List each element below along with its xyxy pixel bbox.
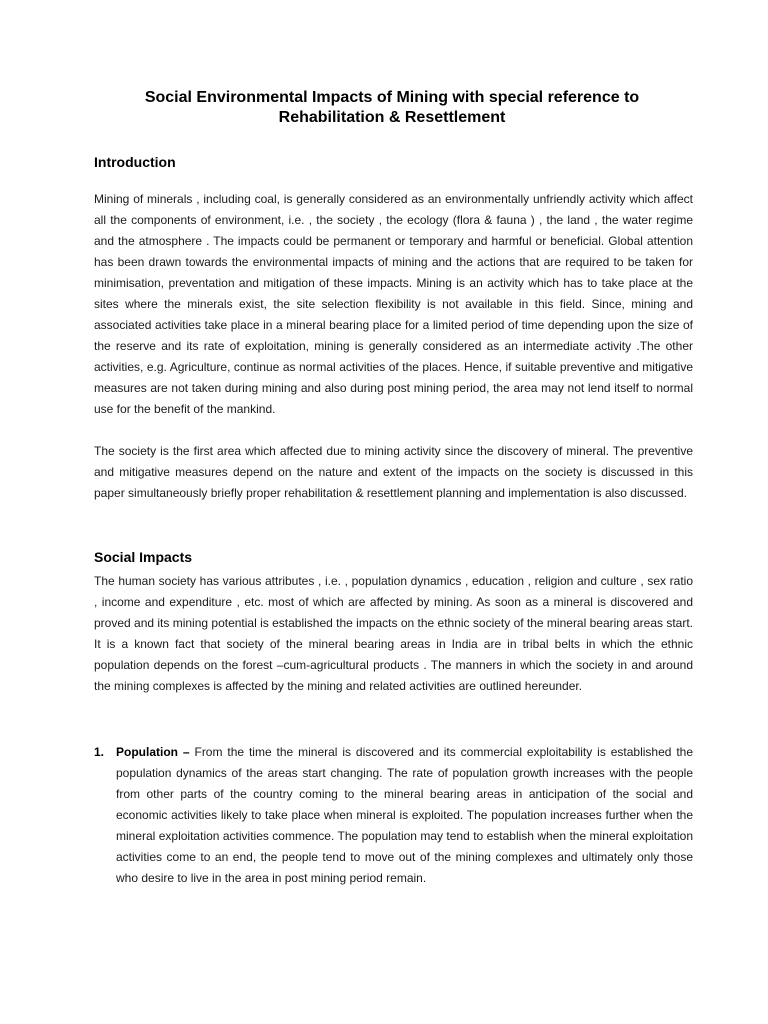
- introduction-paragraph-1: Mining of minerals , including coal, is generally considered as an environmentally unfriendly activity which affect all the components of environment, i.e. , the society , the ecology (flora & fauna ) , the land , the water regime and the atmosphere . The impacts could be permanent or temporary and harmful or beneficial. Global attention has been drawn towards the environmental impacts of mining and the actions that are required to be taken for minimisation, preventation and mitigation of these impacts. Mining is an activity which has to take place at the sites where the minerals exist, the site selection flexibility is not available in this field. Since, mining and associated activities take place in a mineral bearing place for a limited period of time depending upon the size of the reserve and its rate of exploitation, mining is generally considered as an intermediate activity .The other activities, e.g. Agriculture, continue as normal activities of the places. Hence, if suitable preventive and mitigative measures are not taken during mining and also during post mining period, the area may not lend itself to normal use for the benefit of the mankind.: [94, 192, 693, 416]
- document-title-line-1: Social Environmental Impacts of Mining with special reference to: [144, 89, 640, 106]
- social-impacts-heading: Social Impacts: [94, 549, 193, 565]
- list-item-term: Population: [116, 745, 178, 759]
- list-item-separator: –: [178, 745, 195, 759]
- social-impacts-paragraph: The human society has various attributes , i.e. , population dynamics , education , religion and culture , sex ratio , income and expenditure , etc. most of which are affected by mining. As soon as a mineral is discovered and proved and its mining potential is established the impacts on the ethnic society of the mineral bearing areas start. It is a known fact that society of the mineral bearing areas in India are in tribal belts in which the ethnic population depends on the forest –cum-agricultural products . The manners in which the society in and around the mining complexes is affected by the mining and related activities are outlined hereunder.: [94, 574, 693, 693]
- list-item-population: [94, 742, 693, 912]
- list-item-number: 1.: [94, 745, 105, 759]
- introduction-paragraph-2: The society is the first area which affected due to mining activity since the discovery of mineral. The preventive and mitigative measures depend on the nature and extent of the impacts on the society is discussed in this paper simultaneously briefly proper rehabilitation & resettlement planning and implementation is also discussed.: [94, 444, 693, 500]
- list-item-body: [116, 742, 693, 889]
- document-title-line-2: Rehabilitation & Resettlement: [278, 109, 506, 126]
- introduction-heading: Introduction: [94, 154, 176, 170]
- list-item-text: From the time the mineral is discovered and its commercial exploitability is established the population dynamics of the areas start changing. The rate of population growth increases with the people from other parts of the country coming to the mineral bearing areas in anticipation of the social and economic activities likely to take place when mineral is exploited. The population increases further when the mineral exploitation activities commence. The population may tend to establish when the mineral exploitation activities come to an end, the people tend to move out of the mining complexes and ultimately only those who desire to live in the area in post mining period remain.: [116, 745, 694, 885]
